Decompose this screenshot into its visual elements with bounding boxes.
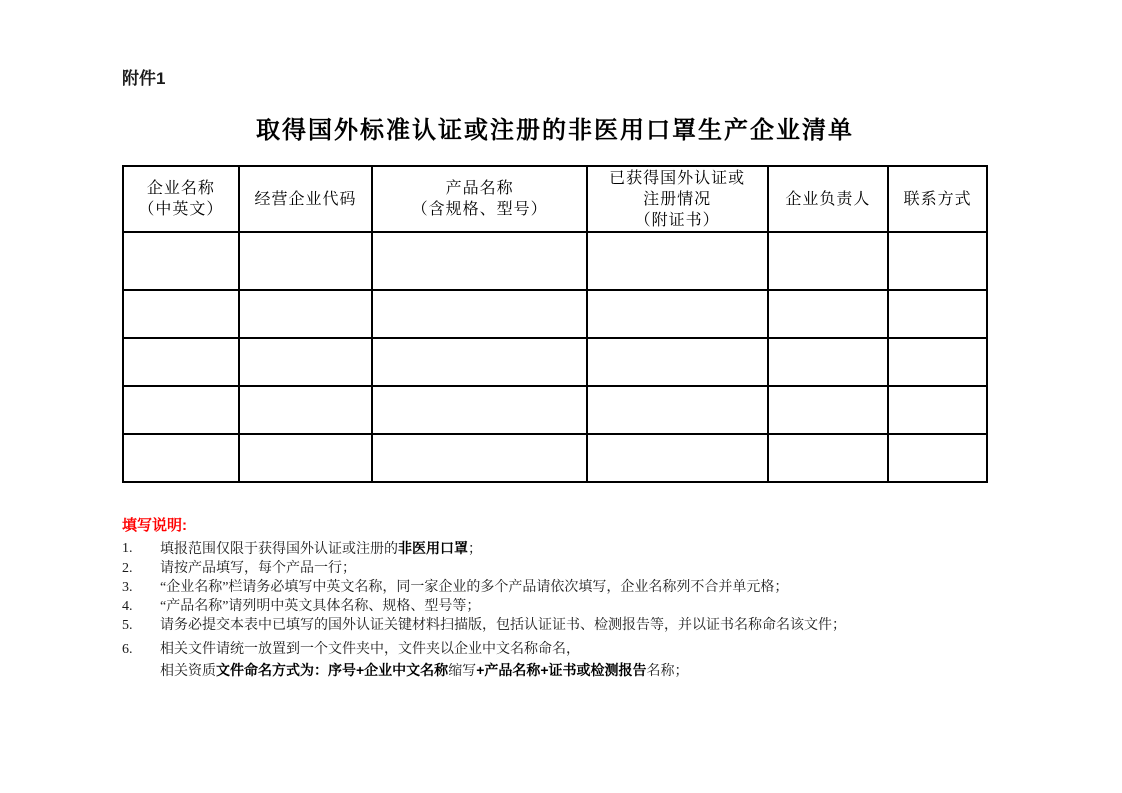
note-text-segment: 相关文件请统一放置到一个文件夹中，文件夹以企业中文名称命名， [160, 642, 580, 657]
note-text-segment: 请按产品填写，每个产品一行； [160, 561, 356, 576]
empty-cell[interactable] [372, 434, 587, 482]
table-row [123, 232, 987, 290]
empty-cell[interactable] [372, 290, 587, 338]
note-text [160, 559, 1002, 578]
note-line [160, 539, 1002, 559]
note-item-2 [122, 559, 1002, 578]
header-company-contact-person [768, 166, 889, 232]
header-line: 经营企业代码 [254, 190, 357, 208]
note-item-5 [122, 616, 1002, 635]
empty-cell[interactable] [123, 290, 239, 338]
note-text [160, 578, 1002, 597]
empty-cell[interactable] [888, 232, 987, 290]
empty-cell[interactable] [587, 386, 768, 434]
header-company-name [123, 166, 239, 232]
note-text-segment: 缩写 [448, 664, 477, 679]
note-number: 2. [122, 561, 133, 576]
note-number: 6. [122, 642, 133, 657]
empty-cell[interactable] [123, 232, 239, 290]
note-text [160, 616, 1002, 635]
empty-cell[interactable] [587, 290, 768, 338]
note-line [160, 661, 1002, 681]
note-text-segment: 填报范围仅限于获得国外认证或注册的 [160, 542, 398, 557]
note-item-4 [122, 597, 1002, 616]
empty-cell[interactable] [372, 386, 587, 434]
empty-cell[interactable] [123, 338, 239, 386]
header-line: （附证书） [634, 211, 720, 229]
note-text-segment: “产品名称”请列明中英文具体名称、规格、型号等； [160, 599, 481, 614]
header-line: （中英文） [138, 201, 224, 218]
note-text-segment: 相关资质 [160, 664, 216, 679]
company-list-table [122, 165, 988, 483]
note-text-segment: “企业名称”栏请务必填写中英文名称，同一家企业的多个产品请依次填写，企业名称列不合并单元格； [160, 580, 789, 595]
empty-cell[interactable] [888, 290, 987, 338]
note-text [160, 597, 1002, 616]
table-header-row [123, 166, 987, 232]
empty-cell[interactable] [123, 434, 239, 482]
header-line: 联系方式 [903, 190, 972, 208]
empty-cell[interactable] [372, 338, 587, 386]
empty-cell[interactable] [768, 338, 889, 386]
note-item-1 [122, 539, 1002, 559]
empty-cell[interactable] [239, 290, 373, 338]
notes-section [122, 514, 1002, 681]
header-line: （含规格、型号） [411, 201, 548, 218]
note-number: 3. [122, 580, 133, 595]
header-line: 注册情况 [643, 190, 712, 208]
note-item-6 [122, 640, 1002, 681]
empty-cell[interactable] [768, 434, 889, 482]
empty-cell[interactable] [239, 434, 373, 482]
note-text-segment-bold: 非医用口罩 [398, 540, 468, 556]
empty-cell[interactable] [768, 290, 889, 338]
header-line: 产品名称 [445, 180, 514, 197]
table-row [123, 338, 987, 386]
note-text-segment-bold: +产品名称+证书或检测报告 [476, 662, 647, 678]
empty-cell[interactable] [587, 434, 768, 482]
note-number: 5. [122, 618, 133, 633]
empty-cell[interactable] [372, 232, 587, 290]
empty-cell[interactable] [239, 338, 373, 386]
attachment-label: 附件1 [122, 69, 166, 88]
empty-cell[interactable] [888, 338, 987, 386]
empty-cell[interactable] [123, 386, 239, 434]
table-row [123, 434, 987, 482]
empty-cell[interactable] [587, 232, 768, 290]
note-text-segment: 名称； [646, 664, 689, 679]
note-text [160, 539, 1002, 559]
note-number: 1. [122, 541, 133, 556]
header-certification-status [587, 166, 768, 232]
note-line [160, 559, 1002, 578]
empty-cell[interactable] [768, 232, 889, 290]
note-line [160, 597, 1002, 616]
empty-cell[interactable] [888, 386, 987, 434]
note-text-segment: ； [468, 542, 482, 557]
table-row [123, 386, 987, 434]
empty-cell[interactable] [768, 386, 889, 434]
note-text [160, 640, 1002, 681]
header-product-name [372, 166, 587, 232]
note-number: 4. [122, 599, 133, 614]
header-line: 企业名称 [146, 180, 215, 197]
note-text-segment: 请务必提交本表中已填写的国外认证关键材料扫描版，包括认证证书、检测报告等，并以证书名称命名该文件； [160, 618, 846, 633]
empty-cell[interactable] [888, 434, 987, 482]
header-contact-method [888, 166, 987, 232]
note-line [160, 616, 1002, 635]
table-row [123, 290, 987, 338]
note-line [160, 640, 1002, 659]
header-line: 已获得国外认证或 [609, 169, 746, 187]
header-business-code [239, 166, 373, 232]
note-text-segment-bold: 文件命名方式为：序号+企业中文名称 [216, 662, 449, 678]
empty-cell[interactable] [587, 338, 768, 386]
page-title: 取得国外标准认证或注册的非医用口罩生产企业清单 [256, 118, 854, 144]
header-line: 企业负责人 [785, 190, 871, 208]
note-line [160, 578, 1002, 597]
note-item-3 [122, 578, 1002, 597]
notes-heading: 填写说明: [122, 517, 187, 534]
empty-cell[interactable] [239, 386, 373, 434]
empty-cell[interactable] [239, 232, 373, 290]
